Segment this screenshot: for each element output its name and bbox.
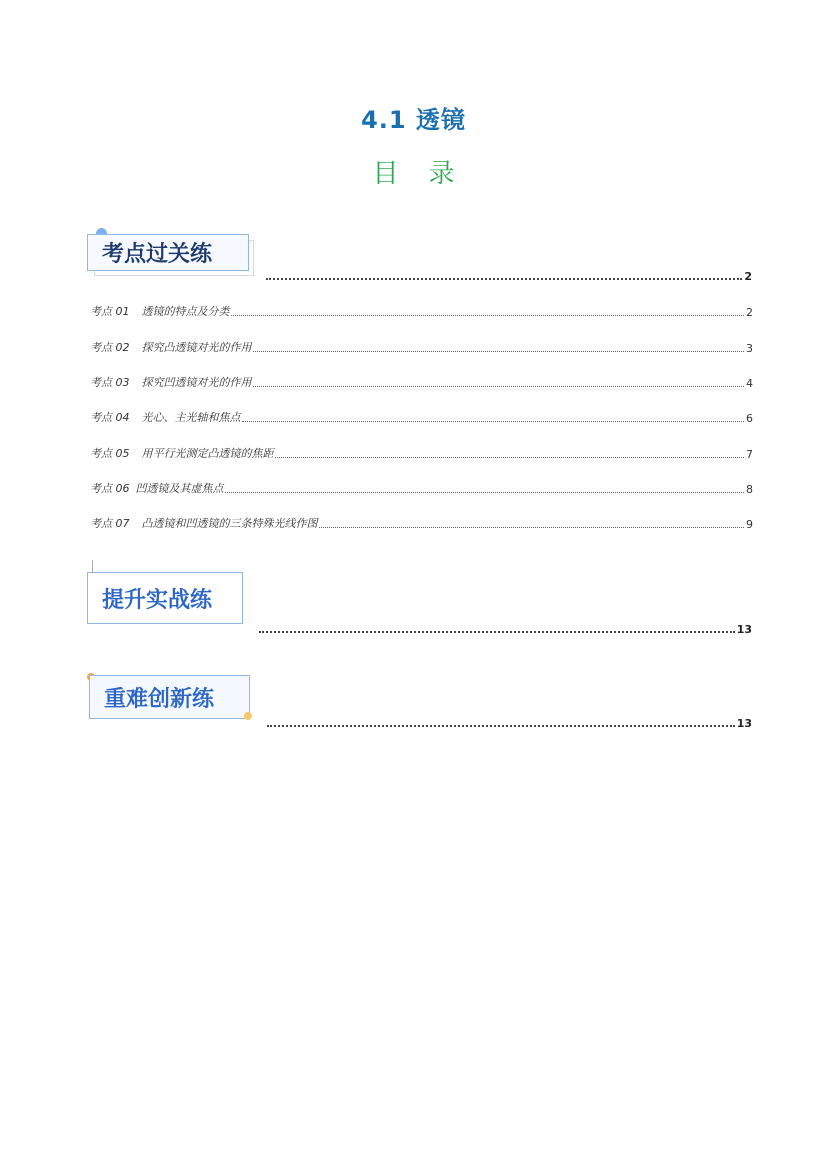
leader-dots xyxy=(242,420,745,422)
section-3-leader[interactable] xyxy=(267,717,752,730)
toc-code: 考点 01 xyxy=(90,305,130,318)
toc-label: 光心、主光轴和焦点 xyxy=(141,411,241,424)
toc-page: 4 xyxy=(746,377,753,390)
section-1-leader[interactable] xyxy=(266,270,752,283)
leader-dots xyxy=(253,350,745,352)
section-badge-1[interactable] xyxy=(87,234,249,271)
section-2-label: 提升实战练 xyxy=(102,587,213,613)
toc-item-5[interactable] xyxy=(90,445,753,461)
toc-label: 凹透镜及其虚焦点 xyxy=(135,482,224,495)
leader-dots xyxy=(259,630,735,633)
toc-item-6[interactable] xyxy=(90,480,753,496)
toc-label: 探究凹透镜对光的作用 xyxy=(141,376,252,389)
section-3-label: 重难创新练 xyxy=(104,686,215,712)
toc-page: 2 xyxy=(746,306,753,319)
section-2-page: 13 xyxy=(736,623,752,636)
leader-dots xyxy=(253,385,745,387)
toc-label: 凸透镜和凹透镜的三条特殊光线作图 xyxy=(141,517,318,530)
toc-code: 考点 05 xyxy=(90,447,130,460)
toc-code: 考点 06 xyxy=(90,482,130,495)
toc-code: 考点 02 xyxy=(90,341,130,354)
page-title: 4.1 透镜 xyxy=(361,106,466,134)
section-2-leader[interactable] xyxy=(259,623,752,636)
toc-label: 透镜的特点及分类 xyxy=(141,305,230,318)
leader-dots xyxy=(231,314,745,316)
toc-item-3[interactable] xyxy=(90,374,753,390)
toc-page: 3 xyxy=(746,342,753,355)
section-3-page: 13 xyxy=(736,717,752,730)
leader-dots xyxy=(225,491,745,493)
leader-dots xyxy=(319,526,745,528)
toc-code: 考点 07 xyxy=(90,517,130,530)
toc-page: 9 xyxy=(746,518,753,531)
leader-dots xyxy=(267,724,735,727)
toc-label: 用平行光测定凸透镜的焦距 xyxy=(141,447,274,460)
badge-dot-icon xyxy=(244,712,252,720)
toc-item-7[interactable] xyxy=(90,515,753,531)
toc-item-1[interactable] xyxy=(90,303,753,319)
toc-label: 探究凸透镜对光的作用 xyxy=(141,341,252,354)
section-badge-2[interactable] xyxy=(87,572,243,624)
section-badge-3[interactable] xyxy=(89,675,250,719)
leader-dots xyxy=(275,456,745,458)
toc-page: 6 xyxy=(746,412,753,425)
toc-item-4[interactable] xyxy=(90,409,753,425)
toc-heading: 目录 xyxy=(372,159,485,189)
toc-code: 考点 03 xyxy=(90,376,130,389)
toc-page: 7 xyxy=(746,448,753,461)
toc-page: 8 xyxy=(746,483,753,496)
section-1-label: 考点过关练 xyxy=(102,242,213,267)
section-1-page: 2 xyxy=(744,270,752,283)
toc-item-2[interactable] xyxy=(90,339,753,355)
toc-code: 考点 04 xyxy=(90,411,130,424)
leader-dots xyxy=(266,277,742,280)
